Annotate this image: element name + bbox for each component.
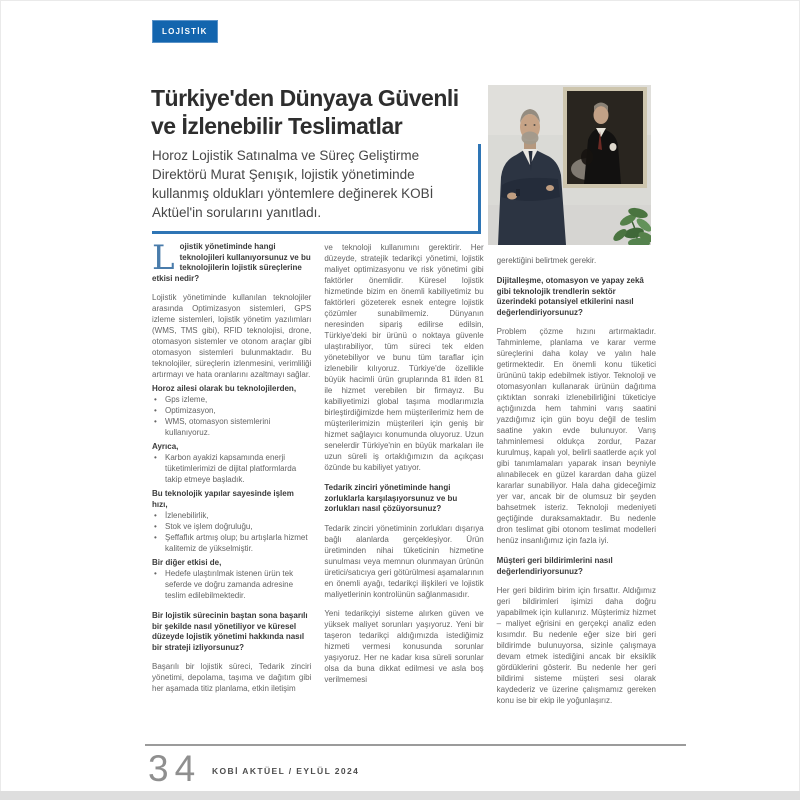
bullet-text: Gps izleme,	[165, 395, 208, 404]
page-title-line2: ve İzlenebilir Teslimatlar	[151, 113, 403, 139]
bullet-marker: •	[154, 522, 157, 531]
bullet-item	[152, 510, 311, 521]
question-heading: Bir lojistik sürecinin baştan sona başarılı bir şekilde nasıl yönetiliyor ve küresel düzeyde lojistik yönetimi hakkında nasıl bir strateji izliyorsunuz?	[152, 611, 308, 652]
body-columns	[152, 242, 656, 740]
bullet-marker: •	[154, 511, 157, 520]
bullet-marker: •	[154, 406, 157, 415]
page-number: 34	[148, 748, 202, 789]
body-column-2	[324, 242, 483, 740]
body-paragraph: Yeni tedarikçiyi sisteme alırken güven ve yüksek maliyet sorunları yaşıyoruz. Yeni bir taşeron tedarikçi aldığımızda istediğimiz hizmeti vermesi konusunda sorunlar yaşıyoruz. Her ne kadar kısa süreli sorunlar olsa da buna dikkat edilmesi ve asla boş verilmemesi	[324, 608, 484, 684]
page-title-line1: Türkiye'den Dünyaya Güvenli	[151, 85, 459, 111]
bullet-text: Hedefe ulaştırılmak istenen ürün tek seferde ve doğru zamanda adresine teslim edilebilmektedir.	[165, 569, 294, 600]
page-title	[151, 84, 459, 140]
sub-heading: Bu teknolojik yapılar sayesinde işlem hızı,	[152, 489, 294, 509]
body-paragraph: Başarılı bir lojistik süreci, Tedarik zinciri yönetimi, depolama, taşıma ve dağıtım gibi her aşamada titiz planlama, etkin iletişim	[152, 662, 312, 693]
bullet-marker: •	[154, 533, 157, 542]
body-column-3	[497, 242, 656, 740]
category-badge: LOJİSTİK	[152, 20, 218, 43]
lead-paragraph: Horoz Lojistik Satınalma ve Süreç Geliştirme Direktörü Murat Şenışık, lojistik yönetiminde kullanmış oldukları yöntemlere değinerek KOBİ Aktüel'in sorularını yanıtladı.	[152, 144, 481, 234]
sub-heading: Ayrıca,	[152, 442, 179, 451]
bullet-text: İzlenebilirlik,	[165, 511, 209, 520]
sub-heading: Horoz ailesi olarak bu teknolojilerden,	[152, 384, 297, 393]
bullet-marker: •	[154, 395, 157, 404]
body-paragraph: gerektiğini belirtmek gerekir.	[496, 256, 597, 265]
body-paragraph: Problem çözme hızını artırmaktadır. Tahminleme, planlama ve karar verme süreçlerini daha kolay ve yalın hale getirmektedir. En önemli konu tüketici ürününü takip edebilmek istiyor. Teknoloji ve otomasyonları kullanarak ürünün dağıtıma çıktıktan sonraki izlenebilirliğini tüketiciye açtığınızda hem tahmini varış saatini yazdığımız için gün boyu değil de teslim saatine yakın evde bulunuyor. Varış tahminlemesi oldukça zordur, Pazar kurulmuş, kapalı yol, belirli saatlerde açık yol gibi tanımlamaları yaparak insan beyniyle alınabilecek en güzel karardan daha güzel kararlar sunabiliyor. Hala daha gideceğimiz yer var, ancak bir de olumsuz bir şeyden bahsetmek isteriz. Teknoloji medeniyeti geçtiğinde duraksamaktadır. Bu nedenle dron teslimat gibi otonom teslimat modelleri henüz insanlığımız için fazla iyi.	[496, 327, 656, 545]
bullet-item	[152, 405, 311, 416]
bullet-item	[152, 394, 311, 405]
body-paragraph: Tedarik zinciri yönetiminin zorlukları dışarıya bağlı alanlarda gerçekleşiyor. Ürün üretiminden nihai tüketicinin hizmetine sunulması veya memnun olunmayan ürünün üretici/satıcıya geri götürülmesi aşamalarının en önemli ayağı, tedarikçi ilişkileri ve lojistik maliyetlerinin kontrolünün sağlanmasıdır.	[324, 523, 484, 599]
magazine-name: KOBİ AKTÜEL / EYLÜL 2024	[212, 766, 360, 776]
drop-cap: L	[152, 242, 175, 278]
page-bottom-edge	[0, 791, 800, 800]
question-heading	[152, 242, 311, 284]
question-heading: Tedarik zinciri yönetiminde hangi zorluklarla karşılaşıyorsunuz ve bu zorlukları nasıl çözüyorsunuz?	[324, 483, 458, 513]
body-column-1	[152, 242, 311, 740]
bullet-item	[152, 532, 311, 554]
body-paragraph: ve teknoloji kullanımını gerektirir. Her düzeyde, stratejik tedarikçi yönetimi, lojistik maliyet optimizasyonu ve risk yönetimi gibi faktörler önemlidir. Küresel lojistik hizmetinde bizim en önemli kabiliyetimiz bu faktörleri gözeterek esnek entegre lojistik çözümler sunabilmemiz. Dünyanın neresinden sipariş edilirse edilsin, Türkiye'deki bir ürünü o noktaya güvenle ulaştırabiliyor, tüm süreci tek elden yönetebiliyor ve bunu tüm taraflar için izlenebilir kılıyoruz. Türkiye'de özellikle büyük hacimli ürün gruplarında 81 ilden 81 ile hizmet verebilen bir firmayız. Bu kabiliyetimizi global taşıma modlarımızla birleştirdiğimizde hem müşterilerimiz hem de müşterilerimizin müşterileri için geniş bir hizmet sağlayıcı konumunda oluyoruz. Uzun senelerdir Türkiye'nin en büyük markaları ile uzun süreli iş ortaklığımızın da açıkçası özünde bu kabiliyet yatıyor.	[324, 243, 484, 472]
body-paragraph: Lojistik yönetiminde kullanılan teknolojiler arasında Optimizasyon sistemleri, GPS izleme sistemleri, lojistik yönetim yazılımları (WMS, TMS gibi), RFID teknolojisi, drone, otomasyon sistemler ve otonom araçlar gibi otomasyon sistemleri bulunmaktadır. Bu teknolojiler, süreçlerin izlenmesini, verimliliği artırmayı ve hata oranlarını azaltmayı sağlar.	[152, 293, 312, 379]
body-paragraph: Her geri bildirim birim için fırsattır. Aldığımız geri bildirimleri işimizi daha doğru yapabilmek için kullanırız. Müşterimiz hizmet – maliyet eğrisini en gerçekçi analiz eden kısımdır. Bu nedenle eğer size biri geri bildirimde bulunuyorsa, sizinle çalışmaya devam etmek istediğini ancak bir eksiklik gördüklerini gösterir. Bu nedenle her geri bildirimi sisteme müşteri sesi olarak kaydederiz ve üzerine çalışmamız gereken konu ise bir ekip ile yoğunlaşırız.	[496, 586, 656, 705]
sub-heading: Bir diğer etkisi de,	[152, 558, 222, 567]
article-photo	[488, 85, 651, 245]
bullet-item	[152, 521, 311, 532]
bullet-item	[152, 452, 311, 485]
bullet-text: Optimizasyon,	[165, 406, 216, 415]
bullet-marker: •	[154, 417, 157, 426]
question-text: ojistik yönetiminde hangi teknolojileri kullanıyorsunuz ve bu teknolojilerin lojistik süreçlerine etkisi nedir?	[152, 242, 311, 283]
footer-rule	[145, 744, 686, 746]
bullet-text: Karbon ayakizi kapsamında enerji tüketimlerimizi de dijital platformlarda takip etmeye başladık.	[165, 453, 297, 484]
bullet-marker: •	[154, 569, 157, 578]
bullet-text: Şeffaflık artmış olup; bu artışlarla hizmet kalitemiz de yükselmiştir.	[165, 533, 308, 553]
question-heading: Müşteri geri bildirimlerini nasıl değerlendiriyorsunuz?	[496, 556, 613, 576]
bullet-text: Stok ve işlem doğruluğu,	[165, 522, 253, 531]
question-heading: Dijitalleşme, otomasyon ve yapay zekâ gibi teknolojik trendlerin sektör üzerindeki potansiyel etkilerini nasıl değerlendiriyorsunuz?	[496, 276, 644, 317]
bullet-marker: •	[154, 453, 157, 462]
bullet-item	[152, 568, 311, 601]
bullet-item	[152, 416, 311, 438]
bullet-text: WMS, otomasyon sistemlerini kullanıyoruz.	[165, 417, 271, 437]
wall-portrait	[563, 87, 647, 188]
